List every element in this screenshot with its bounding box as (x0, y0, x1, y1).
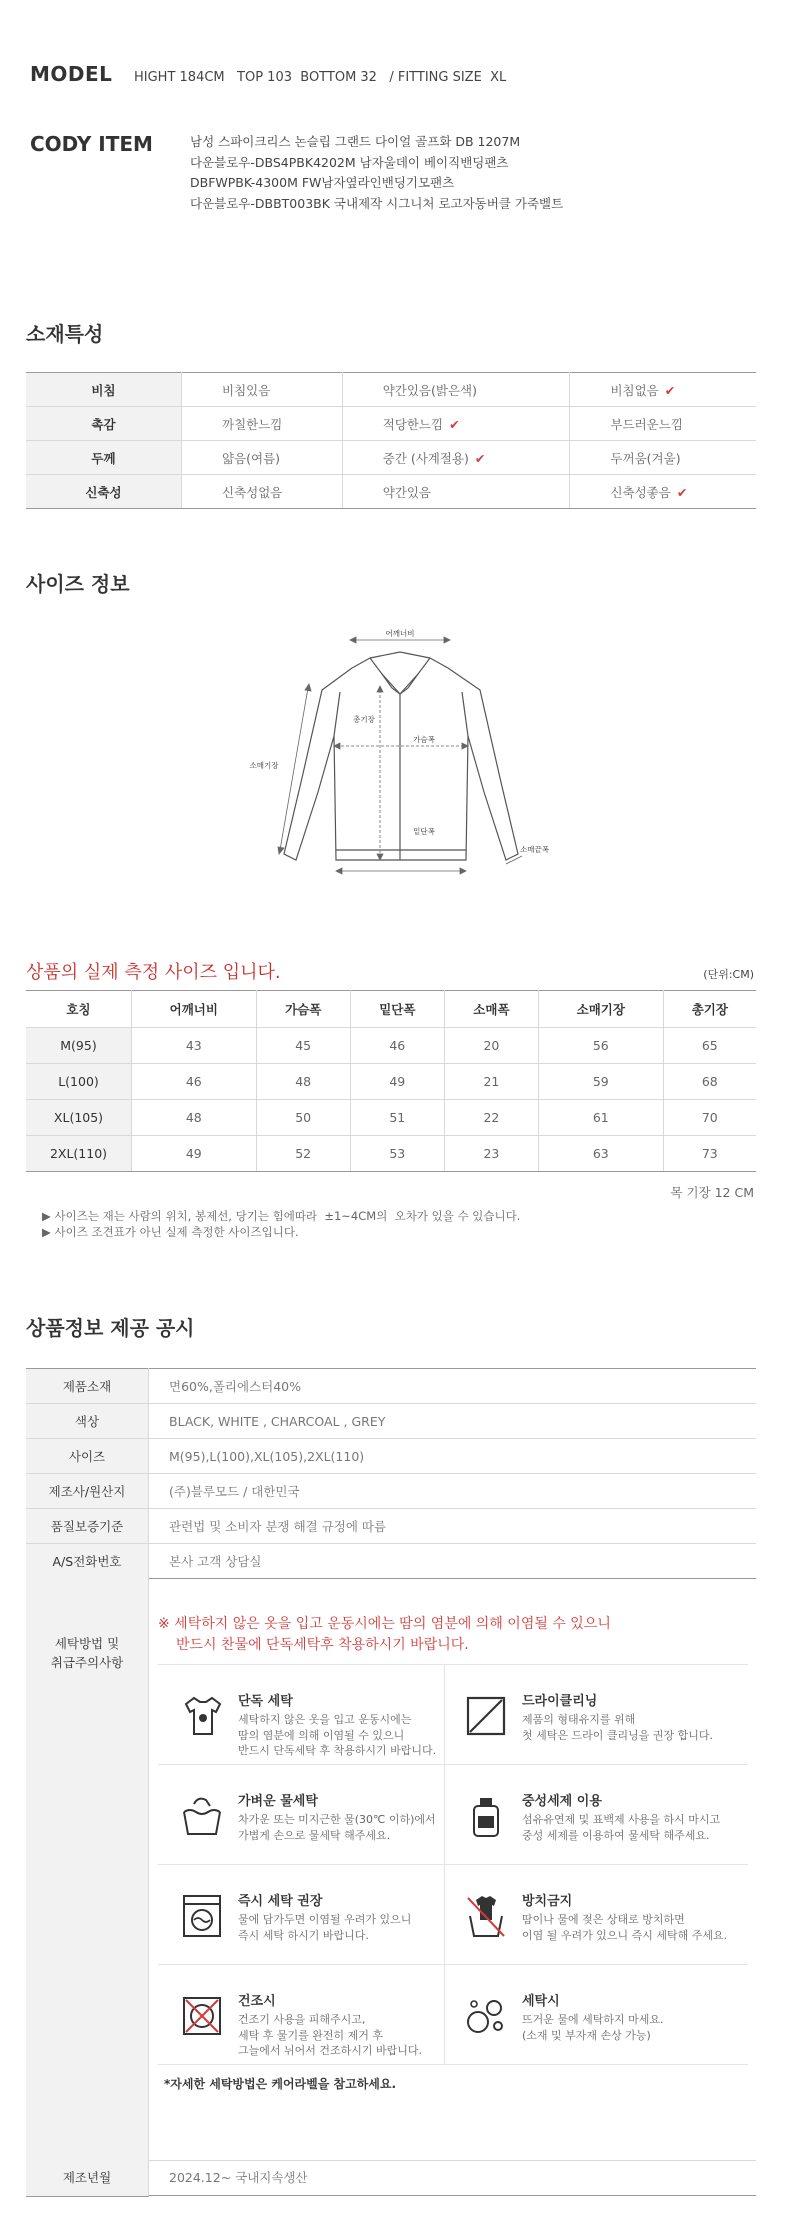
product-info-label: 사이즈 (26, 1439, 149, 1474)
size-row-label: M(95) (26, 1028, 132, 1064)
care-item-title: 건조시 (238, 1994, 276, 2009)
size-cell: 73 (663, 1136, 756, 1172)
care-item-desc-line: 뜨거운 물에 세탁하지 마세요. (522, 2013, 664, 2026)
material-option (182, 373, 343, 407)
care-warning-line: ※ 세탁하지 않은 옷을 입고 운동시에는 땀의 염분에 의해 이염될 수 있으니 (158, 1616, 611, 1632)
care-item-title: 드라이클리닝 (522, 1694, 598, 1709)
material-option (570, 441, 756, 475)
care-item-desc-line: 이염 될 우려가 있으니 즉시 세탁해 주세요. (522, 1928, 728, 1942)
size-cell: 43 (132, 1028, 257, 1064)
material-option (182, 407, 343, 441)
size-row-label: 2XL(110) (26, 1136, 132, 1172)
size-cell: 23 (444, 1136, 538, 1172)
care-item-desc-line: 섬유유연제 및 표백제 사용을 하시 마시고 (522, 1813, 721, 1826)
size-cell: 52 (256, 1136, 350, 1172)
material-option-label: 신축성좋음 (610, 484, 671, 500)
material-table (26, 372, 756, 509)
size-unit: (단위:CM) (703, 968, 754, 981)
material-option (342, 407, 570, 441)
material-option (570, 407, 756, 441)
care-item-desc-line: 건조기 사용을 피해주시고, (238, 2013, 366, 2026)
diagram-label-shoulder: 어깨너비 (385, 629, 415, 638)
detergent-bottle-icon (460, 1790, 512, 1842)
material-option-label: 두꺼움(겨울) (610, 450, 681, 466)
material-row (26, 407, 756, 441)
care-item-desc (522, 1912, 762, 1943)
material-option-label: 비침있음 (222, 382, 271, 398)
size-cell: 20 (444, 1028, 538, 1064)
size-cell: 50 (256, 1100, 350, 1136)
check-icon: ✔ (474, 450, 486, 466)
care-footer: *자세한 세탁방법은 케어라벨을 참고하세요. (164, 2077, 397, 2091)
material-option-label: 얇음(여름) (222, 450, 281, 466)
care-item-desc-line: (소재 및 부자재 손상 가능) (522, 2028, 651, 2042)
size-cell: 49 (350, 1064, 444, 1100)
care-item-desc-line: 반드시 단독세탁 후 착용하시기 바랍니다. (238, 1744, 437, 1757)
care-item-desc-line: 차가운 또는 미지근한 물(30℃ 이하)에서 (238, 1813, 436, 1826)
size-notes (42, 1208, 520, 1240)
size-header-cell: 가슴폭 (256, 991, 350, 1028)
size-row (26, 1028, 756, 1064)
material-row (26, 373, 756, 407)
care-item-desc-line: 즉시 세탁 하시기 바랍니다. (238, 1928, 369, 1942)
size-cell: 22 (444, 1100, 538, 1136)
care-item-desc (238, 1912, 478, 1943)
product-info-row (26, 1369, 756, 1404)
product-info-value: M(95),L(100),XL(105),2XL(110) (149, 1439, 757, 1474)
care-item-desc-line: 땀의 염분에 의해 이염될 수 있으니 (238, 1728, 405, 1742)
care-item-title: 즉시 세탁 권장 (238, 1894, 323, 1909)
care-label-line: 취급주의사항 (50, 1655, 124, 1670)
no-tumble-dry-icon (176, 1990, 228, 2042)
care-item-desc-line: 그늘에서 뉘어서 건조하시기 바랍니다. (238, 2044, 423, 2057)
size-header-cell: 밑단폭 (350, 991, 444, 1028)
material-option (342, 373, 570, 407)
care-item-desc (522, 1812, 762, 1843)
size-cell: 48 (132, 1100, 257, 1136)
size-header-row (26, 991, 756, 1028)
product-info-table (26, 1368, 756, 1579)
size-row (26, 1100, 756, 1136)
material-option-label: 신축성없음 (222, 484, 283, 500)
diagram-label-hem: 밑단폭 (413, 827, 435, 836)
cody-item: 다운블로우-DBBT003BK 국내제작 시그니처 로고자동버클 가죽벨트 (190, 195, 564, 211)
material-option-label: 적당한느낌 (382, 416, 444, 432)
check-icon: ✔ (664, 382, 676, 398)
size-note: ▶ 사이즈는 재는 사람의 위치, 봉제선, 당기는 힘에따라 ±1~4CM의 오차가 있을 수 있습니다. (42, 1209, 521, 1223)
size-header-cell: 어깨너비 (132, 991, 257, 1028)
product-info-value: 면60%,폴리에스터40% (149, 1369, 757, 1404)
size-cell: 49 (132, 1136, 257, 1172)
cody-item: DBFWPBK-4300M FW남자옆라인밴딩기모팬츠 (190, 175, 455, 190)
care-item-title: 가벼운 물세탁 (238, 1794, 318, 1809)
product-info-value: BLACK, WHITE , CHARCOAL , GREY (149, 1404, 757, 1439)
product-info-label: 품질보증기준 (26, 1509, 149, 1544)
size-row-label: L(100) (26, 1064, 132, 1100)
neck-note: 목 기장 12 CM (670, 1185, 754, 1200)
care-item-desc (238, 1712, 478, 1759)
care-item-desc-line: 물에 담가두면 이염될 우려가 있으니 (238, 1913, 412, 1926)
product-info-row (26, 1439, 756, 1474)
bubbles-icon (460, 1990, 512, 2042)
size-cell: 46 (350, 1028, 444, 1064)
care-section (26, 1572, 756, 2160)
material-option (342, 441, 570, 475)
size-cell: 21 (444, 1064, 538, 1100)
made-label: 제조년월 (26, 2160, 149, 2197)
washing-machine-icon (176, 1890, 228, 1942)
hand-wash-shirt-icon (176, 1690, 228, 1742)
cody-item: 다운블로우-DBS4PBK4202M 남자울데이 베이직밴딩팬츠 (190, 154, 509, 170)
care-item-desc-line: 땀이나 물에 젖은 상태로 방치하면 (522, 1913, 685, 1926)
care-item-desc (238, 2012, 478, 2059)
care-warning-line: 반드시 찬물에 단독세탁후 착용하시기 바랍니다. (176, 1637, 469, 1653)
care-item-desc-line: 세탁하지 않은 옷을 입고 운동시에는 (238, 1713, 412, 1726)
diagram-label-sleeve-length: 소매기장 (249, 761, 279, 770)
product-info-row (26, 1509, 756, 1544)
size-cell: 56 (538, 1028, 663, 1064)
care-item-title: 중성세제 이용 (522, 1794, 602, 1809)
size-cell: 46 (132, 1064, 257, 1100)
size-cell: 45 (256, 1028, 350, 1064)
material-option (570, 475, 756, 509)
material-option (342, 475, 570, 509)
size-cell: 70 (663, 1100, 756, 1136)
size-row-label: XL(105) (26, 1100, 132, 1136)
cody-list (190, 132, 563, 214)
jacket-diagram (249, 628, 549, 888)
product-info-row (26, 1404, 756, 1439)
product-info-value: 본사 고객 상담실 (149, 1544, 757, 1579)
size-note: ▶ 사이즈 조견표가 아닌 실제 측정한 사이즈입니다. (42, 1225, 299, 1239)
model-title: MODEL (30, 62, 113, 86)
product-info-label: 색상 (26, 1404, 149, 1439)
size-cell: 65 (663, 1028, 756, 1064)
product-info-value: (주)블루모드 / 대한민국 (149, 1474, 757, 1509)
size-table-title: 상품의 실제 측정 사이즈 입니다. (26, 962, 281, 983)
diagram-label-total-length: 총기장 (353, 715, 375, 724)
hand-wash-basin-icon (176, 1790, 228, 1842)
check-icon: ✔ (676, 484, 688, 500)
material-option-label: 부드러운느낌 (610, 416, 683, 432)
size-row (26, 1064, 756, 1100)
material-row (26, 441, 756, 475)
size-cell: 61 (538, 1100, 663, 1136)
care-item-title: 단독 세탁 (238, 1694, 293, 1709)
care-item-desc (522, 1712, 762, 1743)
care-item-desc-line: 첫 세탁은 드라이 클리닝을 권장 합니다. (522, 1728, 713, 1742)
care-item-title: 세탁시 (522, 1994, 560, 2009)
material-option (182, 475, 343, 509)
check-icon: ✔ (449, 416, 460, 432)
size-row (26, 1136, 756, 1172)
material-option (182, 441, 343, 475)
material-option-label: 약간있음 (382, 484, 432, 500)
material-option-label: 비침없음 (610, 382, 659, 398)
care-label-line: 세탁방법 및 (54, 1636, 120, 1651)
size-header-cell: 소매폭 (444, 991, 538, 1028)
care-item-desc-line: 중성 세제를 이용하여 물세탁 해주세요. (522, 1828, 710, 1842)
product-info-label: 제조사/원산지 (26, 1474, 149, 1509)
material-option (570, 373, 756, 407)
size-cell: 53 (350, 1136, 444, 1172)
material-option-label: 까칠한느낌 (222, 416, 283, 432)
made-value: 2024.12~ 국내지속생산 (149, 2160, 756, 2196)
size-header-cell: 호칭 (26, 991, 132, 1028)
material-row-label: 비침 (26, 373, 182, 407)
material-title: 소재특성 (26, 322, 104, 346)
size-table (26, 990, 756, 1172)
product-info-label: 제품소재 (26, 1369, 149, 1404)
cody-item: 남성 스파이크리스 논슬립 그랜드 다이얼 골프화 DB 1207M (190, 134, 521, 149)
size-info-title: 사이즈 정보 (26, 572, 130, 596)
care-label-cell (26, 1572, 149, 2160)
cody-title: CODY ITEM (30, 132, 153, 156)
size-cell: 68 (663, 1064, 756, 1100)
care-item-title: 방치금지 (522, 1894, 573, 1909)
model-info: HIGHT 184CM TOP 103 BOTTOM 32 / FITTING SIZE XL (134, 70, 507, 85)
size-cell: 63 (538, 1136, 663, 1172)
product-info-value: 관련법 및 소비자 분쟁 해결 규정에 따름 (149, 1509, 757, 1544)
care-item-desc (522, 2012, 762, 2043)
material-row-label: 신축성 (26, 475, 182, 509)
size-cell: 48 (256, 1064, 350, 1100)
size-cell: 59 (538, 1064, 663, 1100)
product-info-row (26, 1474, 756, 1509)
product-info-title: 상품정보 제공 공시 (26, 1316, 195, 1340)
material-option-label: 중간 (사계절용) (382, 450, 469, 466)
diagram-label-chest: 가슴폭 (413, 735, 435, 744)
no-soak-icon (460, 1890, 512, 1942)
size-cell: 51 (350, 1100, 444, 1136)
care-item-desc (238, 1812, 478, 1843)
size-header-cell: 총기장 (663, 991, 756, 1028)
care-item-desc-line: 가볍게 손으로 물세탁 해주세요. (238, 1828, 391, 1842)
material-row-label: 두께 (26, 441, 182, 475)
material-row-label: 촉감 (26, 407, 182, 441)
product-info-label: A/S전화번호 (26, 1544, 149, 1579)
care-warning (158, 1614, 611, 1656)
material-row (26, 475, 756, 509)
dry-clean-icon (460, 1690, 512, 1742)
material-option-label: 약간있음(밝은색) (382, 382, 477, 398)
size-header-cell: 소매기장 (538, 991, 663, 1028)
diagram-label-sleeve-width: 소매끝폭 (520, 845, 549, 854)
care-item-desc-line: 세탁 후 물기를 완전히 제거 후 (238, 2028, 383, 2042)
care-item-desc-line: 제품의 형태유지를 위해 (522, 1713, 636, 1726)
